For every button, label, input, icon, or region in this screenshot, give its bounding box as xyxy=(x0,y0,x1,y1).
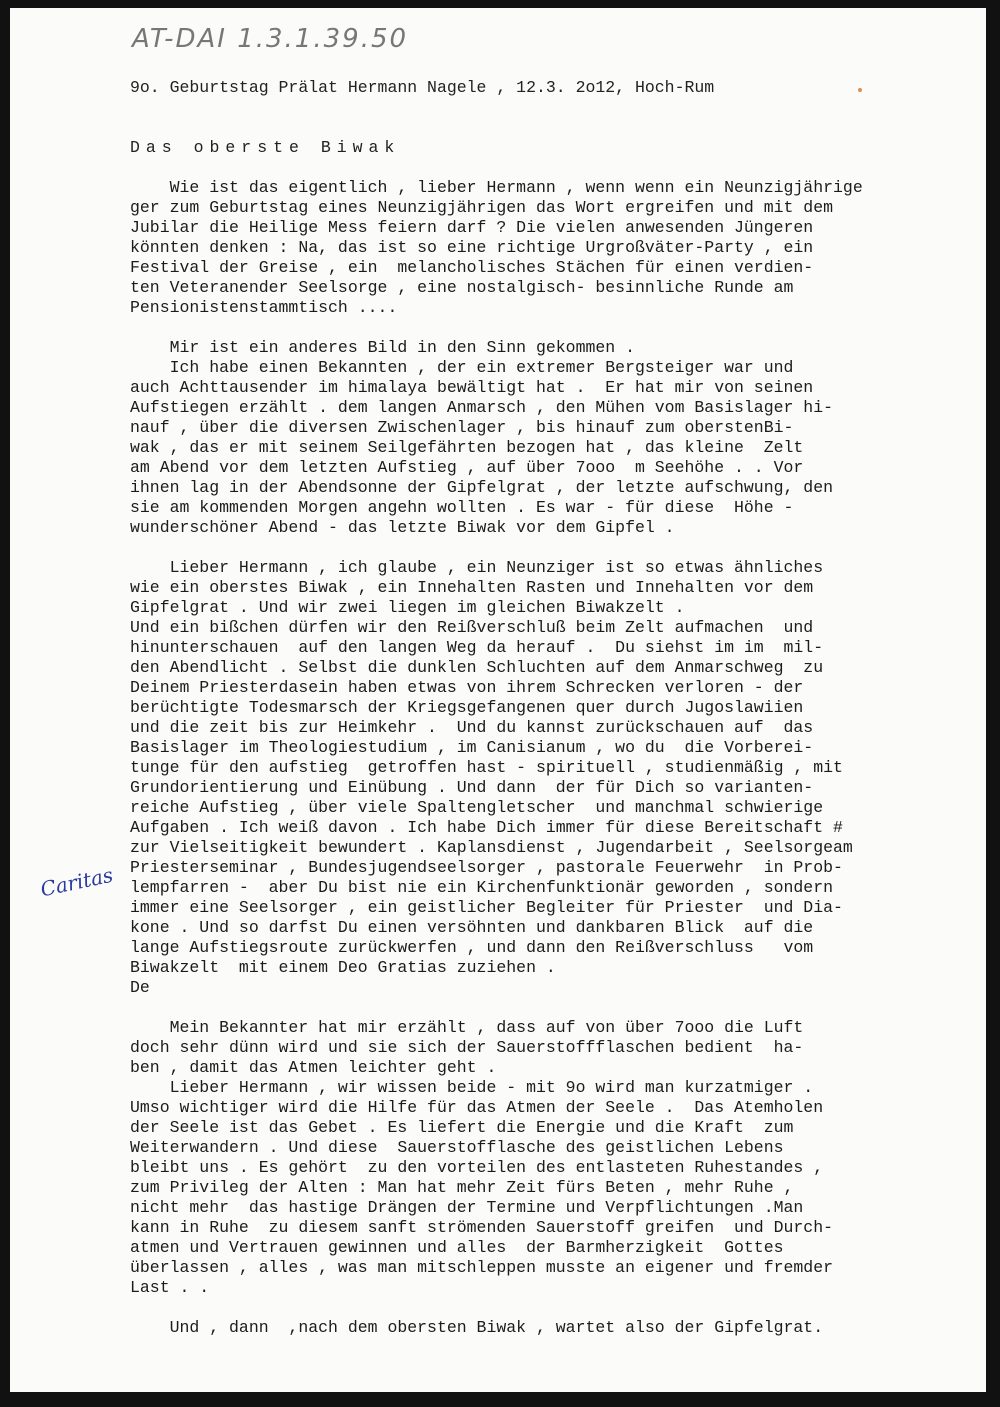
paragraph xyxy=(130,178,980,318)
text-line: reiche Aufstieg , über viele Spaltengletscher und manchmal schwierige xyxy=(130,798,824,817)
text-line: zum Privileg der Alten : Man hat mehr Zeit fürs Beten , mehr Ruhe , xyxy=(130,1178,794,1197)
text-line: Last . . xyxy=(130,1278,210,1297)
text-line: Umso wichtiger wird die Hilfe für das Atmen der Seele . Das Atemholen xyxy=(130,1098,824,1117)
text-line: der Seele ist das Gebet . Es liefert die Energie und die Kraft zum xyxy=(130,1118,794,1137)
text-line: und die zeit bis zur Heimkehr . Und du kannst zurückschauen auf das xyxy=(130,718,814,737)
text-line: Aufstiegen erzählt . dem langen Anmarsch , den Mühen vom Basislager hi- xyxy=(130,398,834,417)
text-line: lange Aufstiegsroute zurückwerfen , und dann den Reißverschluss vom xyxy=(130,938,814,957)
text-line: ben , damit das Atmen leichter geht . xyxy=(130,1058,497,1077)
text-line: Und ein bißchen dürfen wir den Reißverschluß beim Zelt aufmachen und xyxy=(130,618,814,637)
handwritten-margin-note: Caritas xyxy=(38,862,116,902)
text-line: wie ein oberstes Biwak , ein Innehalten Rasten und Innehalten vor dem xyxy=(130,578,814,597)
paragraph-gap xyxy=(130,998,980,1018)
document-heading: 9o. Geburtstag Prälat Hermann Nagele , 12.3. 2o12, Hoch-Rum xyxy=(130,78,715,97)
text-line: Lieber Hermann , ich glaube , ein Neunziger ist so etwas ähnliches xyxy=(130,558,824,577)
text-line: Weiterwandern . Und diese Sauerstofflasche des geistlichen Lebens xyxy=(130,1138,784,1157)
text-line: Priesterseminar , Bundesjugendseelsorger , pastorale Feuerwehr in Prob- xyxy=(130,858,843,877)
text-line: überlassen , alles , was man mitschleppen musste an eigener und fremder xyxy=(130,1258,834,1277)
text-line: berüchtigte Todesmarsch der Kriegsgefangenen quer durch Jugoslawiien xyxy=(130,698,804,717)
body-text xyxy=(130,178,980,1338)
archive-id: AT-DAI 1.3.1.39.50 xyxy=(132,24,409,54)
text-line: am Abend vor dem letzten Aufstieg , auf über 7ooo m Seehöhe . . Vor xyxy=(130,458,804,477)
paragraph xyxy=(130,1018,980,1298)
paragraph-gap xyxy=(130,1298,980,1318)
text-line: ihnen lag in der Abendsonne der Gipfelgrat , der letzte aufschwung, den xyxy=(130,478,834,497)
text-line: ten Veteranender Seelsorge , eine nostalgisch- besinnliche Runde am xyxy=(130,278,794,297)
paragraph-gap xyxy=(130,318,980,338)
text-line: sie am kommenden Morgen angehn wollten . Es war - für diese Höhe - xyxy=(130,498,794,517)
text-line: Gipfelgrat . Und wir zwei liegen im gleichen Biwakzelt . xyxy=(130,598,685,617)
text-line: hinunterschauen auf den langen Weg da herauf . Du siehst im im mil- xyxy=(130,638,824,657)
text-line: De xyxy=(130,978,150,997)
paragraph xyxy=(130,1318,980,1338)
text-line: wak , das er mit seinem Seilgefährten bezogen hat , das kleine Zelt xyxy=(130,438,804,457)
paragraph xyxy=(130,558,980,998)
text-line: kann in Ruhe zu diesem sanft strömenden Sauerstoff greifen und Durch- xyxy=(130,1218,834,1237)
text-line: Festival der Greise , ein melancholisches Stächen für einen verdien- xyxy=(130,258,814,277)
text-line: Biwakzelt mit einem Deo Gratias zuziehen . xyxy=(130,958,556,977)
text-line: auch Achttausender im himalaya bewältigt hat . Er hat mir von seinen xyxy=(130,378,814,397)
text-line: lempfarren - aber Du bist nie ein Kirchenfunktionär geworden , sondern xyxy=(130,878,834,897)
text-line: Pensionistenstammtisch .... xyxy=(130,298,398,317)
text-line: atmen und Vertrauen gewinnen und alles der Barmherzigkeit Gottes xyxy=(130,1238,784,1257)
text-line: Jubilar die Heilige Mess feiern darf ? Die vielen anwesenden Jüngeren xyxy=(130,218,814,237)
text-line: den Abendlicht . Selbst die dunklen Schluchten auf dem Anmarschweg zu xyxy=(130,658,824,677)
paragraph xyxy=(130,338,980,538)
text-line: zur Vielseitigkeit bewundert . Kaplansdienst , Jugendarbeit , Seelsorgeam xyxy=(130,838,853,857)
text-line: Mir ist ein anderes Bild in den Sinn gekommen . xyxy=(130,338,635,357)
text-line: Und , dann ,nach dem obersten Biwak , wartet also der Gipfelgrat. xyxy=(130,1318,824,1337)
text-line: Grundorientierung und Einübung . Und dann der für Dich so varianten- xyxy=(130,778,814,797)
text-line: bleibt uns . Es gehört zu den vorteilen des entlasteten Ruhestandes , xyxy=(130,1158,824,1177)
text-line: Ich habe einen Bekannten , der ein extremer Bergsteiger war und xyxy=(130,358,794,377)
paragraph-gap xyxy=(130,538,980,558)
text-line: Basislager im Theologiestudium , im Canisianum , wo du die Vorberei- xyxy=(130,738,814,757)
text-line: wunderschöner Abend - das letzte Biwak vor dem Gipfel . xyxy=(130,518,675,537)
text-line: doch sehr dünn wird und sie sich der Sauerstoffflaschen bedient ha- xyxy=(130,1038,804,1057)
text-line: Deinem Priesterdasein haben etwas von ihrem Schrecken verloren - der xyxy=(130,678,804,697)
text-line: Wie ist das eigentlich , lieber Hermann , wenn wenn ein Neunzigjährige xyxy=(130,178,863,197)
text-line: nicht mehr das hastige Drängen der Termine und Verpflichtungen .Man xyxy=(130,1198,804,1217)
text-line: kone . Und so darfst Du einen versöhnten und dankbaren Blick auf die xyxy=(130,918,814,937)
document-title: Das oberste Biwak xyxy=(130,138,401,157)
text-line: Mein Bekannter hat mir erzählt , dass auf von über 7ooo die Luft xyxy=(130,1018,804,1037)
text-line: könnten denken : Na, das ist so eine richtige Urgroßväter-Party , ein xyxy=(130,238,814,257)
corner-mark xyxy=(858,88,862,92)
document-page xyxy=(10,8,986,1392)
text-line: Lieber Hermann , wir wissen beide - mit 9o wird man kurzatmiger . xyxy=(130,1078,814,1097)
text-line: ger zum Geburtstag eines Neunzigjährigen das Wort ergreifen und mit dem xyxy=(130,198,834,217)
text-line: Aufgaben . Ich weiß davon . Ich habe Dich immer für diese Bereitschaft # xyxy=(130,818,843,837)
text-line: tunge für den aufstieg getroffen hast - spirituell , studienmäßig , mit xyxy=(130,758,843,777)
text-line: immer eine Seelsorger , ein geistlicher Begleiter für Priester und Dia- xyxy=(130,898,843,917)
text-line: nauf , über die diversen Zwischenlager , bis hinauf zum oberstenBi- xyxy=(130,418,794,437)
